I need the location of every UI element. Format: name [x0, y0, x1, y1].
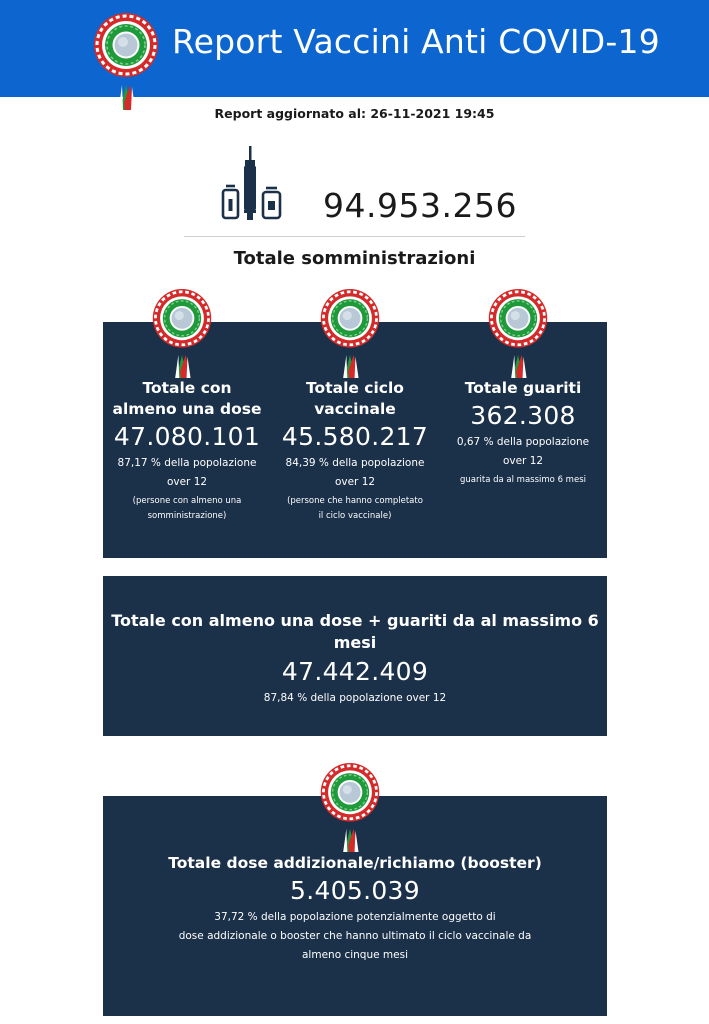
- header-bar: [0, 0, 709, 97]
- stat-percentage: 0,67 % della popolazione over 12: [456, 436, 590, 467]
- total-doses-label: Totale somministrazioni: [233, 248, 476, 269]
- stat-note: (persone con almeno una somministrazione): [132, 496, 242, 521]
- stat-note: guarita da al massimo 6 mesi: [460, 475, 586, 485]
- rosette-icon: [318, 286, 382, 378]
- divider: [184, 236, 525, 237]
- rosette-icon: [318, 760, 382, 852]
- rosette-icon: [486, 286, 550, 378]
- stat-note: (persone che hanno completato il ciclo vaccinale): [287, 496, 423, 521]
- stat-title: Totale con almeno una dose: [112, 379, 262, 418]
- page-title: Report Vaccini Anti COVID-19: [172, 22, 660, 61]
- booster-value: 5.405.039: [290, 876, 420, 905]
- booster-block: [103, 852, 607, 965]
- combined-value: 47.442.409: [281, 657, 429, 686]
- total-doses-value: 94.953.256: [323, 186, 517, 225]
- booster-percentage: 37,72 % della popolazione potenzialmente oggetto di dose addizionale o booster che hanno ultimato il ciclo vaccinale da almeno cinque mesi: [178, 911, 532, 961]
- stat-full-cycle: [271, 378, 439, 524]
- stat-percentage: 84,39 % della popolazione over 12: [285, 457, 425, 488]
- stat-first-dose: [103, 378, 271, 524]
- stat-value: 45.580.217: [281, 422, 429, 451]
- report-updated-timestamp: Report aggiornato al: 26-11-2021 19:45: [214, 106, 495, 121]
- rosette-icon: [91, 10, 161, 110]
- combined-panel: [103, 576, 607, 736]
- stat-value: 362.308: [470, 401, 576, 430]
- booster-title: Totale dose addizionale/richiamo (booster): [168, 854, 542, 872]
- vaccine-icon: [220, 146, 284, 222]
- stat-percentage: 87,17 % della popolazione over 12: [117, 457, 257, 488]
- combined-title: Totale con almeno una dose + guariti da al massimo 6 mesi: [111, 611, 599, 652]
- combined-percentage: 87,84 % della popolazione over 12: [263, 692, 447, 704]
- stat-recovered: [439, 378, 607, 488]
- stat-value: 47.080.101: [113, 422, 261, 451]
- stat-title: Totale guariti: [464, 379, 582, 397]
- stat-title: Totale ciclo vaccinale: [306, 379, 404, 418]
- rosette-icon: [150, 286, 214, 378]
- combined-block: [103, 610, 607, 707]
